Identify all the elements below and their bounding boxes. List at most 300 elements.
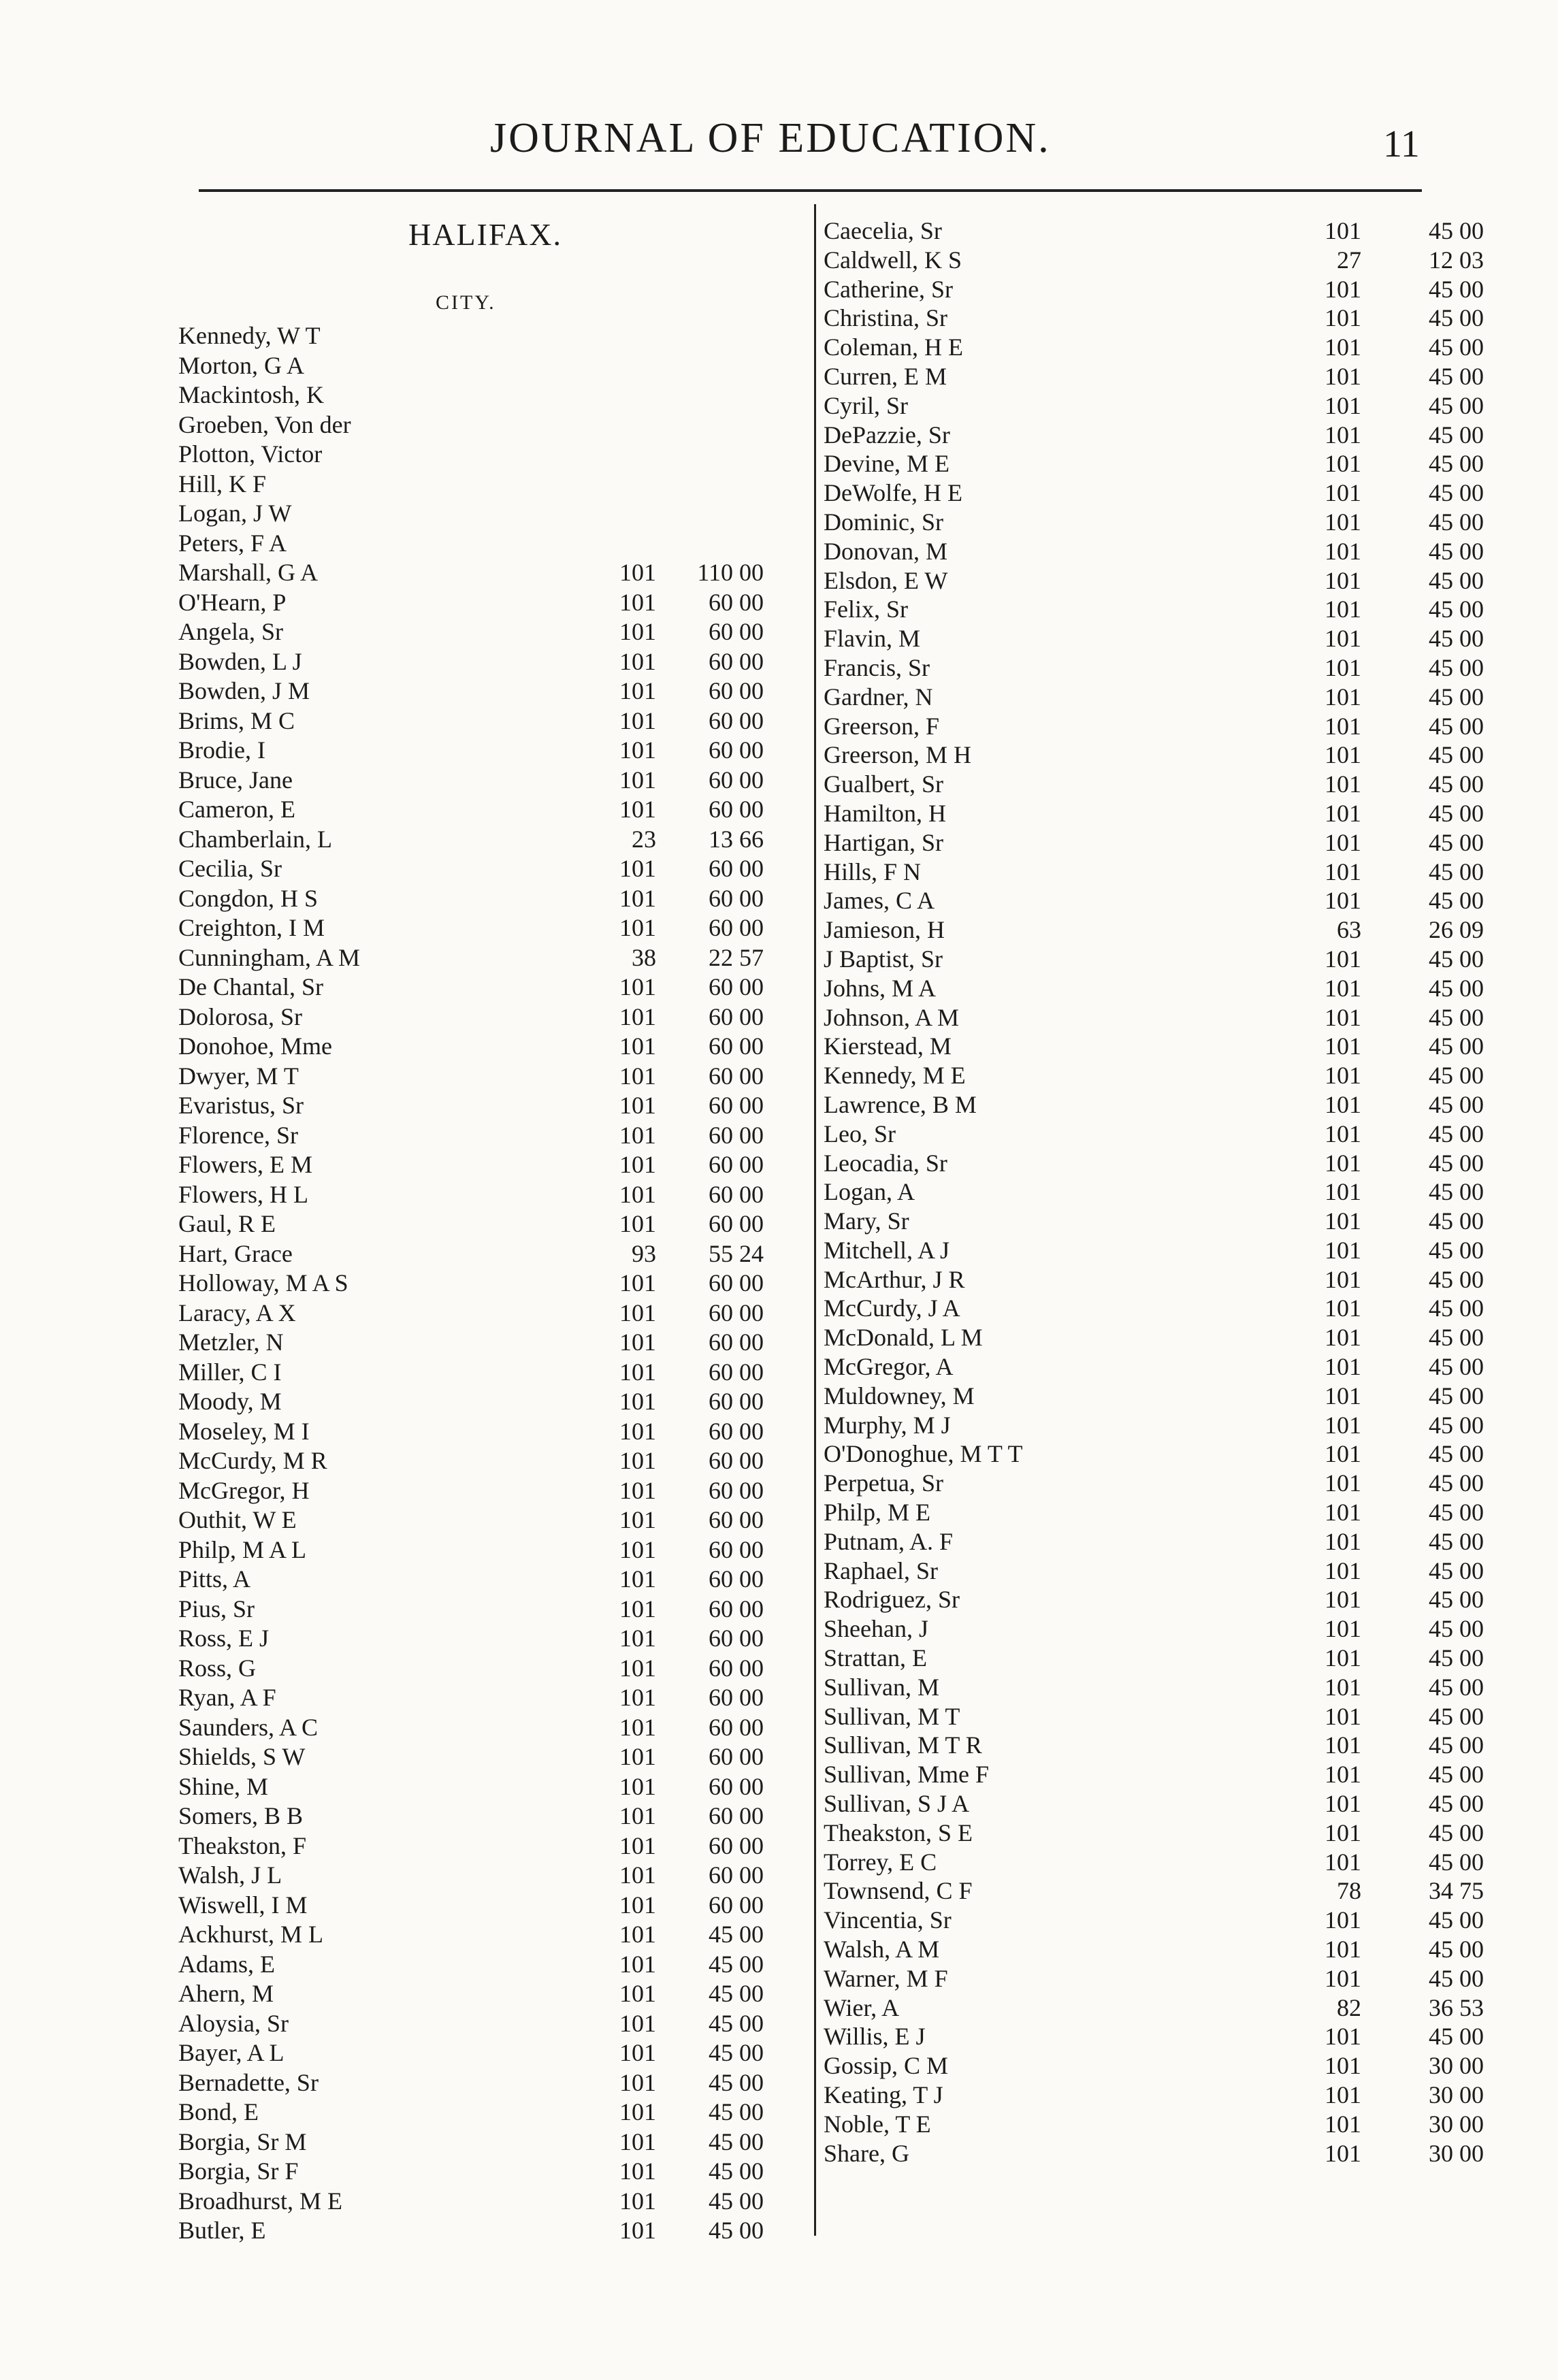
days-taught: 101 [1325,1120,1361,1147]
list-item [178,1209,784,1239]
days-taught: 93 [632,1239,656,1267]
teacher-name: Groeben, Von der [178,410,351,438]
days-taught: 101 [1325,333,1361,361]
grant-amount: 45 00 [1429,712,1484,740]
grant-amount: 60 00 [709,1772,764,1800]
grant-amount: 60 00 [709,1713,764,1741]
days-taught: 101 [619,1002,656,1030]
days-taught: 101 [1325,479,1361,507]
grant-amount: 45 00 [709,1980,764,2007]
teacher-name: Bond, E [178,2098,259,2125]
teacher-name: Coleman, H E [824,333,963,361]
grant-amount: 30 00 [1429,2052,1484,2080]
teacher-name: Greerson, M H [824,741,971,769]
list-item [178,854,784,884]
grant-amount: 36 53 [1429,1993,1484,2021]
teacher-name: Torrey, E C [824,1848,937,1876]
list-item [178,617,784,647]
list-item [178,470,784,500]
list-item [824,421,1484,450]
teacher-name: Pius, Sr [178,1595,255,1623]
days-taught: 101 [619,559,656,586]
grant-amount: 45 00 [1429,275,1484,303]
teacher-name: Saunders, A C [178,1713,319,1741]
teacher-name: Warner, M F [824,1964,948,1992]
column-divider [814,204,816,2236]
teacher-name: Lawrence, B M [824,1090,977,1118]
list-item [178,1328,784,1358]
list-item [824,653,1484,683]
grant-amount: 60 00 [709,1861,764,1889]
days-taught: 101 [1325,1324,1361,1352]
grant-amount: 45 00 [1429,1120,1484,1147]
list-item [178,1299,784,1328]
list-item [824,712,1484,741]
teacher-name: Gaul, R E [178,1210,276,1237]
list-item [824,216,1484,246]
grant-amount: 45 00 [1429,1149,1484,1177]
grant-amount: 45 00 [1429,566,1484,594]
list-item [824,683,1484,712]
teacher-name: Muldowney, M [824,1382,975,1409]
grant-amount: 60 00 [709,1595,764,1623]
teacher-name: Borgia, Sr M [178,2128,307,2155]
days-taught: 101 [619,1032,656,1060]
teacher-name: Marshall, G A [178,559,318,586]
grant-amount: 45 00 [1429,1819,1484,1846]
grant-amount: 60 00 [709,1565,764,1593]
list-item [824,1876,1484,1906]
grant-amount: 45 00 [709,2128,764,2155]
list-item [178,1920,784,1950]
days-taught: 101 [619,2068,656,2096]
teacher-name: Walsh, J L [178,1861,282,1889]
grant-amount: 45 00 [709,2009,764,2037]
list-item [178,529,784,559]
list-item [178,2216,784,2246]
list-item [824,1556,1484,1586]
days-taught: 101 [1325,362,1361,390]
list-item [178,736,784,766]
list-item [824,1935,1484,1964]
grant-amount: 60 00 [709,647,764,675]
list-item [178,1387,784,1417]
teacher-name: Caldwell, K S [824,246,962,274]
days-taught: 101 [1325,858,1361,885]
teacher-name: Bowden, L J [178,647,302,675]
list-item [178,884,784,914]
list-item [824,304,1484,333]
grant-amount: 60 00 [709,1210,764,1237]
days-taught: 101 [619,1151,656,1178]
grant-amount: 26 09 [1429,916,1484,944]
days-taught: 101 [619,2039,656,2066]
grant-amount: 45 00 [1429,974,1484,1002]
grant-amount: 60 00 [709,1121,764,1149]
days-taught: 101 [619,1180,656,1208]
list-item [178,2187,784,2217]
days-taught: 101 [1325,2139,1361,2167]
list-item [178,1476,784,1506]
days-taught: 78 [1337,1877,1361,1905]
teacher-name: Jamieson, H [824,916,945,944]
list-item [824,1469,1484,1498]
grant-amount: 45 00 [1429,945,1484,973]
grant-amount: 60 00 [709,706,764,734]
list-item [178,1742,784,1772]
teacher-name: Brims, M C [178,706,295,734]
teacher-name: Johnson, A M [824,1003,960,1031]
header-rule [199,189,1422,192]
grant-amount: 60 00 [709,1092,764,1119]
days-taught: 101 [1325,566,1361,594]
list-item [824,1382,1484,1411]
list-item [178,1446,784,1476]
days-taught: 101 [1325,1936,1361,1963]
grant-amount: 45 00 [1429,1499,1484,1527]
days-taught: 101 [1325,653,1361,681]
list-item [178,973,784,1002]
grant-amount: 60 00 [709,1269,764,1297]
grant-amount: 60 00 [709,1417,764,1445]
list-item [824,1352,1484,1382]
days-taught: 101 [619,1684,656,1711]
grant-amount: 45 00 [1429,421,1484,449]
days-taught: 101 [1325,2023,1361,2051]
teacher-name: McGregor, H [178,1476,310,1504]
days-taught: 101 [1325,1906,1361,1934]
list-item [178,499,784,529]
grant-amount: 45 00 [1429,537,1484,565]
days-taught: 101 [619,1447,656,1474]
teacher-name: McGregor, A [824,1353,954,1381]
teacher-name: Townsend, C F [824,1877,973,1905]
days-taught: 101 [1325,537,1361,565]
days-taught: 101 [619,1210,656,1237]
grant-amount: 45 00 [1429,217,1484,244]
teacher-name: DePazzie, Sr [824,421,950,449]
grant-amount: 45 00 [1429,1178,1484,1206]
list-item [824,624,1484,653]
days-taught: 101 [1325,275,1361,303]
grant-amount: 45 00 [1429,304,1484,332]
grant-amount: 60 00 [709,1358,764,1386]
days-taught: 101 [1325,712,1361,740]
list-item [178,1861,784,1891]
page-number: 11 [1383,123,1420,165]
teacher-name: Donovan, M [824,537,947,565]
days-taught: 101 [619,2098,656,2125]
days-taught: 101 [1325,1265,1361,1293]
teacher-name: Johns, M A [824,974,937,1002]
grant-amount: 60 00 [709,1891,764,1919]
list-item [824,1702,1484,1731]
teacher-name: Philp, M E [824,1499,931,1527]
days-taught: 101 [1325,1149,1361,1177]
list-item [824,1789,1484,1819]
grant-amount: 45 00 [1429,1090,1484,1118]
days-taught: 101 [619,736,656,764]
teacher-name: Florence, Sr [178,1121,298,1149]
days-taught: 101 [1325,421,1361,449]
teacher-name: Mitchell, A J [824,1236,950,1264]
teacher-name: Hartigan, Sr [824,828,943,856]
list-item [824,1061,1484,1090]
teacher-name: McCurdy, M R [178,1447,327,1474]
list-item [824,1236,1484,1265]
teacher-name: Theakston, F [178,1831,306,1859]
days-taught: 101 [1325,1090,1361,1118]
list-item [824,1731,1484,1760]
grant-amount: 45 00 [1429,625,1484,653]
grant-amount: 45 00 [1429,770,1484,798]
teacher-name: Logan, J W [178,500,292,527]
teacher-name: Rodriguez, Sr [824,1586,960,1614]
days-taught: 101 [1325,1848,1361,1876]
list-item [824,945,1484,974]
days-taught: 101 [619,1891,656,1919]
list-item [824,1003,1484,1032]
teacher-name: Laracy, A X [178,1299,296,1326]
days-taught: 101 [1325,1673,1361,1701]
days-taught: 101 [619,1625,656,1652]
teacher-name: Keating, T J [824,2081,943,2108]
grant-amount: 45 00 [1429,1207,1484,1235]
list-item [178,1417,784,1447]
grant-amount: 45 00 [1429,1236,1484,1264]
grant-amount: 45 00 [1429,1761,1484,1789]
list-item [824,2022,1484,2051]
teacher-name: Adams, E [178,1950,275,1978]
days-taught: 101 [619,1388,656,1415]
days-taught: 27 [1337,246,1361,274]
teacher-name: Ryan, A F [178,1684,276,1711]
grant-amount: 34 75 [1429,1877,1484,1905]
days-taught: 101 [1325,1411,1361,1439]
days-taught: 101 [1325,1761,1361,1789]
days-taught: 101 [619,1980,656,2007]
days-taught: 101 [1325,1556,1361,1584]
list-item [178,766,784,796]
days-taught: 101 [1325,1527,1361,1555]
grant-amount: 45 00 [1429,828,1484,856]
teacher-name: Strattan, E [824,1644,927,1672]
days-taught: 101 [1325,1062,1361,1090]
grant-amount: 45 00 [1429,1003,1484,1031]
teacher-name: Gardner, N [824,683,933,711]
teacher-name: Sullivan, M T R [824,1731,982,1759]
section-title: HALIFAX. [408,217,562,252]
grant-amount: 60 00 [709,736,764,764]
list-item [824,1120,1484,1149]
teacher-name: Wier, A [824,1993,900,2021]
list-item [178,647,784,677]
grant-amount: 45 00 [709,2068,764,2096]
list-item [824,1673,1484,1702]
list-item [178,1654,784,1684]
left-column-list [178,321,784,2246]
grant-amount: 30 00 [1429,2139,1484,2167]
list-item [178,1180,784,1210]
grant-amount: 30 00 [1429,2110,1484,2138]
grant-amount: 45 00 [1429,1673,1484,1701]
teacher-name: O'Donoghue, M T T [824,1440,1023,1468]
list-item [824,1498,1484,1527]
teacher-name: Sheehan, J [824,1615,928,1643]
grant-amount: 60 00 [709,973,764,1000]
list-item [824,333,1484,362]
teacher-name: Cameron, E [178,796,295,823]
list-item [178,825,784,855]
list-item [824,740,1484,770]
days-taught: 101 [619,2128,656,2155]
teacher-name: Hills, F N [824,858,922,885]
list-item [824,1993,1484,2023]
teacher-name: Bowden, J M [178,677,310,704]
grant-amount: 45 00 [1429,683,1484,711]
list-item [824,449,1484,478]
days-taught: 101 [1325,1964,1361,1992]
list-item [178,2009,784,2039]
grant-amount: 45 00 [709,2098,764,2125]
grant-amount: 60 00 [709,1684,764,1711]
teacher-name: Outhit, W E [178,1506,297,1533]
days-taught: 101 [1325,217,1361,244]
days-taught: 101 [1325,1003,1361,1031]
list-item [178,795,784,825]
list-item [178,1358,784,1388]
teacher-name: Hamilton, H [824,799,946,827]
list-item [178,1595,784,1625]
days-taught: 101 [619,1092,656,1119]
teacher-name: Peters, F A [178,529,287,557]
teacher-name: Creighton, I M [178,914,325,941]
days-taught: 101 [619,1802,656,1829]
list-item [178,1002,784,1032]
teacher-name: Noble, T E [824,2110,931,2138]
list-item [824,1090,1484,1120]
list-item [824,1644,1484,1673]
list-item [178,2128,784,2157]
days-taught: 101 [1325,887,1361,915]
list-item [824,2110,1484,2139]
teacher-name: Greerson, F [824,712,939,740]
days-taught: 101 [1325,828,1361,856]
days-taught: 101 [619,1950,656,1978]
list-item [824,391,1484,421]
teacher-name: Evaristus, Sr [178,1092,304,1119]
teacher-name: J Baptist, Sr [824,945,943,973]
teacher-name: Kierstead, M [824,1032,952,1060]
grant-amount: 60 00 [709,1802,764,1829]
teacher-name: Sullivan, S J A [824,1790,970,1818]
list-item [824,2081,1484,2110]
list-item [178,380,784,410]
days-taught: 101 [619,1831,656,1859]
grant-amount: 45 00 [709,2039,764,2066]
days-taught: 101 [619,2217,656,2244]
grant-amount: 60 00 [709,1831,764,1859]
grant-amount: 45 00 [1429,1556,1484,1584]
teacher-name: Ahern, M [178,1980,274,2007]
grant-amount: 45 00 [1429,1440,1484,1468]
teacher-name: DeWolfe, H E [824,479,963,507]
teacher-name: McArthur, J R [824,1265,965,1293]
grant-amount: 60 00 [709,1535,764,1563]
days-taught: 101 [619,1654,656,1682]
days-taught: 101 [619,1565,656,1593]
days-taught: 101 [1325,1294,1361,1322]
teacher-name: Leo, Sr [824,1120,896,1147]
list-item [824,595,1484,624]
teacher-name: Donohoe, Mme [178,1032,332,1060]
teacher-name: Putnam, A. F [824,1527,954,1555]
list-item [824,858,1484,887]
teacher-name: Philp, M A L [178,1535,307,1563]
days-taught: 101 [619,1595,656,1623]
teacher-name: De Chantal, Sr [178,973,323,1000]
grant-amount: 60 00 [709,618,764,645]
days-taught: 101 [619,1121,656,1149]
teacher-name: Raphael, Sr [824,1556,938,1584]
grant-amount: 45 00 [709,1950,764,1978]
grant-amount: 45 00 [709,2187,764,2215]
grant-amount: 45 00 [1429,799,1484,827]
list-item [824,362,1484,391]
list-item [178,440,784,470]
grant-amount: 45 00 [1429,1702,1484,1730]
list-item [178,558,784,588]
teacher-name: Catherine, Sr [824,275,953,303]
days-taught: 101 [619,1921,656,1948]
teacher-name: Gualbert, Sr [824,770,943,798]
days-taught: 101 [619,796,656,823]
list-item [824,1848,1484,1877]
teacher-name: Mackintosh, K [178,381,324,408]
list-item [824,1760,1484,1789]
list-item [178,1239,784,1269]
days-taught: 101 [1325,450,1361,478]
list-item [178,1713,784,1743]
teacher-name: Dwyer, M T [178,1062,299,1090]
days-taught: 101 [619,1772,656,1800]
list-item [178,2068,784,2098]
teacher-name: Theakston, S E [824,1819,973,1846]
list-item [824,886,1484,915]
teacher-name: Angela, Sr [178,618,283,645]
grant-amount: 45 00 [1429,1469,1484,1497]
teacher-name: Broadhurst, M E [178,2187,342,2215]
grant-amount: 60 00 [709,1062,764,1090]
days-taught: 101 [619,914,656,941]
grant-amount: 60 00 [709,1506,764,1533]
teacher-name: Ross, G [178,1654,257,1682]
teacher-name: Perpetua, Sr [824,1469,943,1497]
teacher-name: Dominic, Sr [824,508,943,536]
grant-amount: 45 00 [1429,450,1484,478]
grant-amount: 45 00 [1429,1644,1484,1672]
days-taught: 101 [619,1476,656,1504]
teacher-name: Wiswell, I M [178,1891,308,1919]
teacher-name: Hill, K F [178,470,267,498]
grant-amount: 60 00 [709,914,764,941]
days-taught: 101 [619,1713,656,1741]
grant-amount: 45 00 [1429,1527,1484,1555]
days-taught: 101 [1325,625,1361,653]
days-taught: 101 [1325,1207,1361,1235]
teacher-name: Mary, Sr [824,1207,909,1235]
list-item [178,410,784,440]
